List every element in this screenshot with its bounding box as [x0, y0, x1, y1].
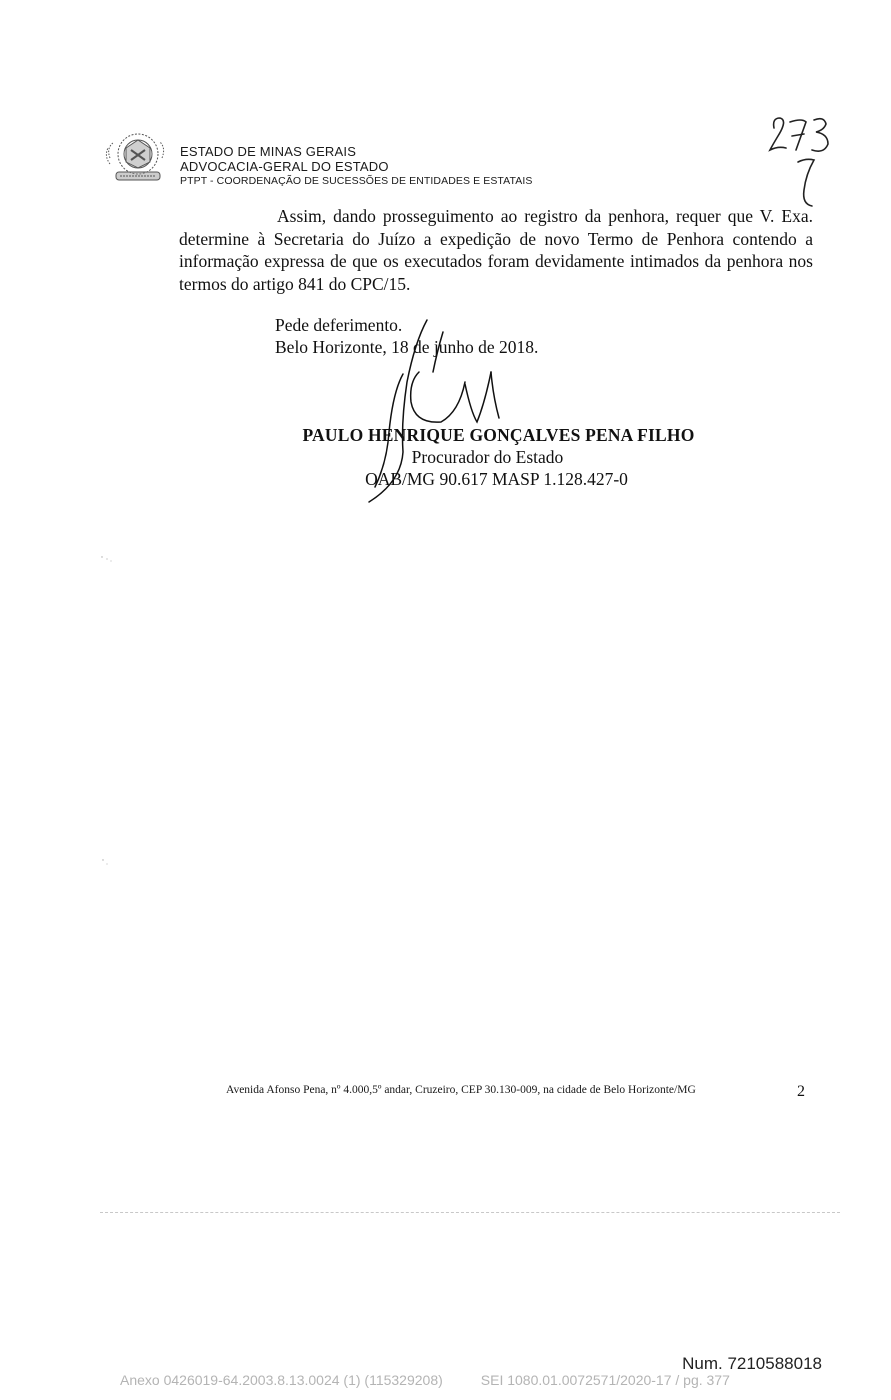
page-edge-divider: [100, 1212, 840, 1216]
header-department: PTPT - COORDENAÇÃO DE SUCESSÕES DE ENTIDADES E ESTATAIS: [180, 175, 533, 187]
place-date: Belo Horizonte, 18 de junho de 2018.: [275, 337, 539, 357]
header-state: ESTADO DE MINAS GERAIS: [180, 144, 357, 159]
annex-reference: Anexo 0426019-64.2003.8.13.0024 (1) (115329208): [120, 1372, 443, 1388]
coat-of-arms-icon: [104, 128, 168, 190]
document-number: Num. 7210588018: [682, 1354, 822, 1373]
signer-title: Procurador do Estado: [411, 447, 564, 467]
footer-address: Avenida Afonso Pena, nº 4.000,5º andar, Cruzeiro, CEP 30.130-009, na cidade de Belo Horizonte/MG: [226, 1084, 696, 1096]
header-agency: ADVOCACIA-GERAL DO ESTADO: [180, 159, 389, 174]
signer-registration: OAB/MG 90.617 MASP 1.128.427-0: [365, 469, 628, 489]
scan-artifact: [98, 552, 118, 564]
scan-artifact: [98, 855, 118, 867]
signer-block: [250, 424, 770, 490]
request-closing: Pede deferimento.: [275, 315, 403, 335]
page-number: 2: [797, 1083, 805, 1100]
request-paragraph: Assim, dando prosseguimento ao registro da penhora, requer que V. Exa. determine à Secretaria do Juízo a expedição de novo Termo de Penhora contendo a informação expressa de que os executados foram devidamente intimados da penhora nos termos do artigo 841 do CPC/15.: [179, 206, 813, 294]
sei-reference: SEI 1080.01.0072571/2020-17 / pg. 377: [480, 1372, 730, 1388]
handwritten-folio-number: [760, 100, 850, 220]
signer-name: PAULO HENRIQUE GONÇALVES PENA FILHO: [302, 425, 695, 445]
document-stamp-line: [120, 1372, 730, 1388]
letterhead: [180, 144, 532, 188]
